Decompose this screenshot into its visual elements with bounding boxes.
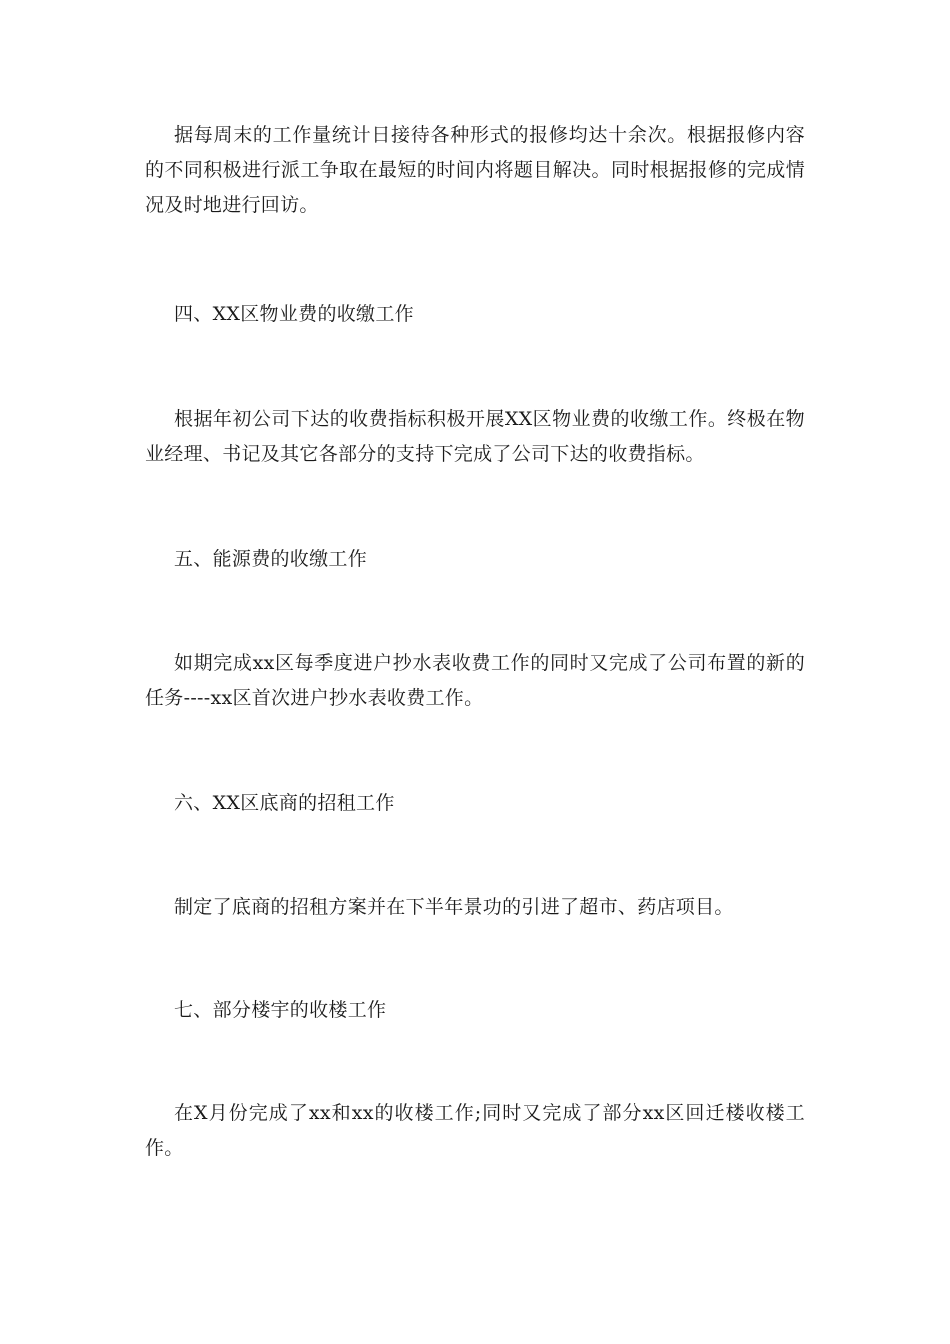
paragraph-property-fee: 根据年初公司下达的收费指标积极开展XX区物业费的收缴工作。终极在物业经理、书记及其它各部分的支持下完成了公司下达的收费指标。 [145, 408, 805, 465]
paragraph-building-handover: 在X月份完成了xx和xx的收楼工作;同时又完成了部分xx区回迁楼收楼工作。 [145, 1102, 805, 1159]
section-heading-5: 五、能源费的收缴工作 [174, 548, 368, 570]
paragraph-repair-stats: 据每周末的工作量统计日接待各种形式的报修均达十余次。根据报修内容的不同积极进行派工争取在最短的时间内将题目解决。同时根据报修的完成情况及时地进行回访。 [145, 124, 805, 216]
paragraph-leasing: 制定了底商的招租方案并在下半年景功的引进了超市、药店项目。 [174, 896, 734, 918]
section-heading-6: 六、XX区底商的招租工作 [174, 792, 395, 814]
section-heading-7: 七、部分楼宇的收楼工作 [174, 999, 387, 1021]
section-heading-4: 四、XX区物业费的收缴工作 [174, 303, 414, 325]
paragraph-energy-fee: 如期完成xx区每季度进户抄水表收费工作的同时又完成了公司布置的新的任务----xx区首次进户抄水表收费工作。 [145, 652, 805, 709]
